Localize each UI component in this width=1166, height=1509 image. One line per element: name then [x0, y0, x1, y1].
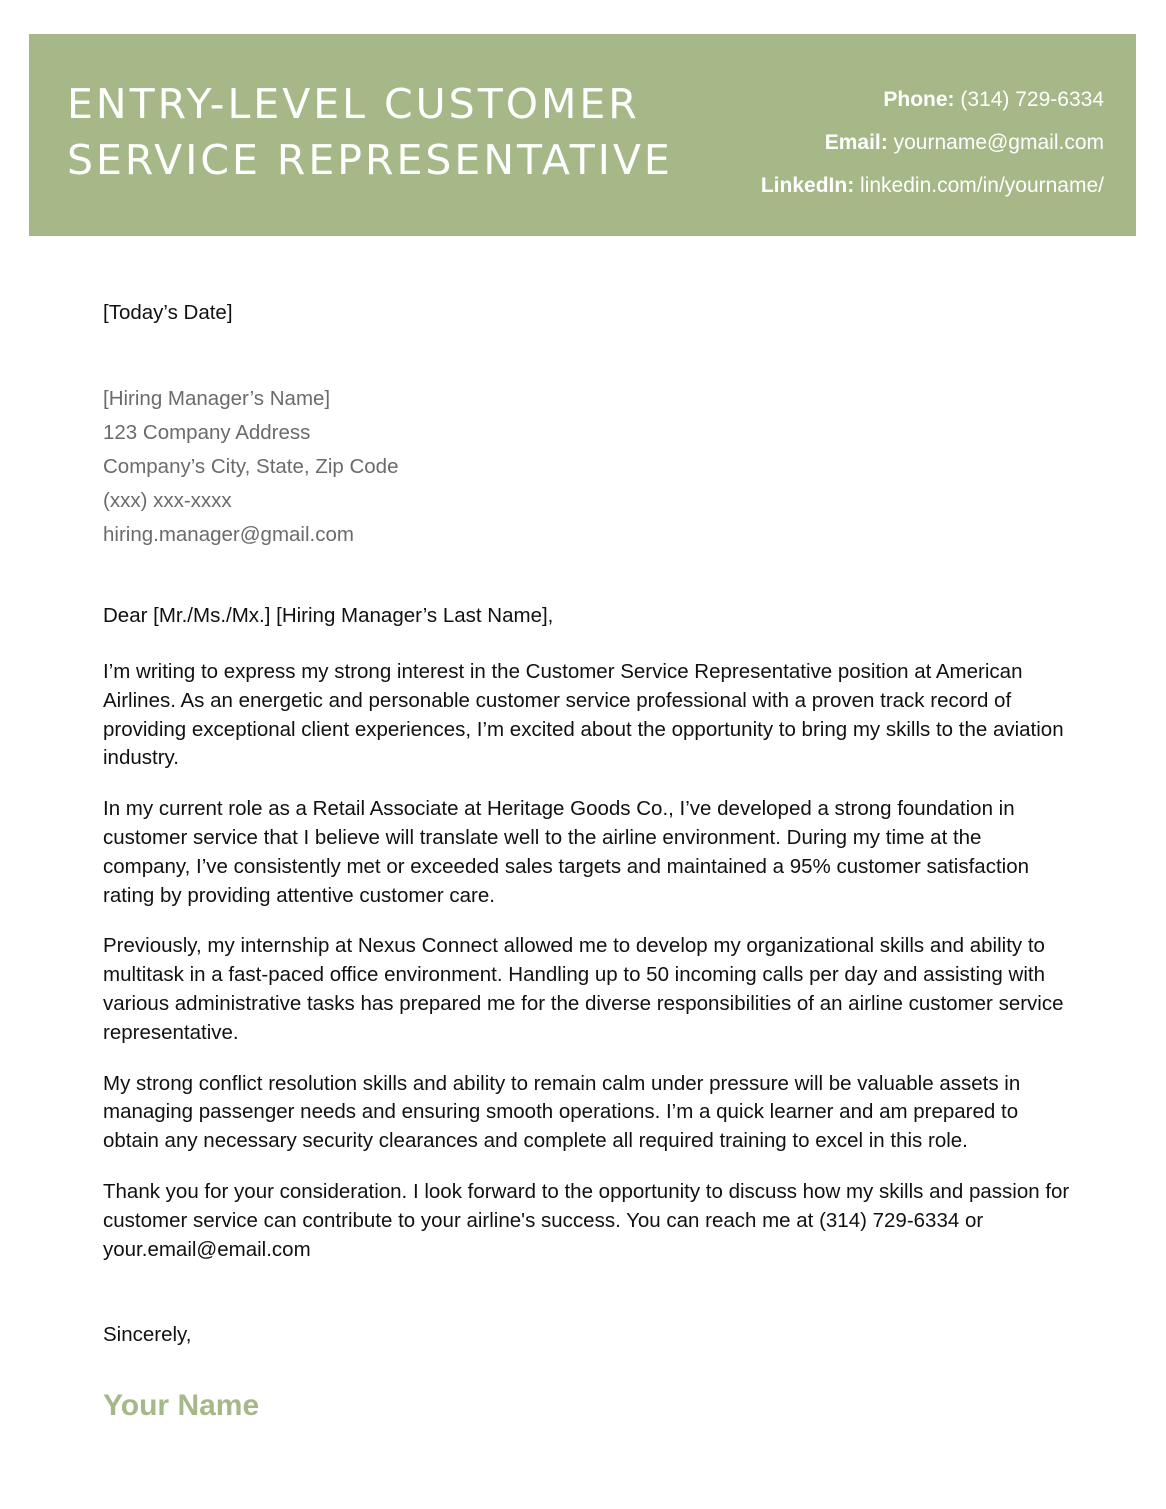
recipient-city: Company’s City, State, Zip Code	[103, 455, 399, 478]
paragraph: I’m writing to express my strong interest in the Customer Service Representative position at American Airlines. As an energetic and personable customer service professional with a proven track record of providing exceptional client experiences, I’m excited about the opportunity to bring my skills to the aviation industry.	[103, 660, 1064, 770]
phone-label: Phone:	[883, 88, 955, 111]
letter-body	[103, 658, 1073, 1286]
phone-value: (314) 729-6334	[960, 88, 1104, 111]
email-label: Email:	[824, 131, 888, 154]
recipient-block	[103, 382, 1073, 552]
paragraph: Previously, my internship at Nexus Connect allowed me to develop my organizational skills and ability to multitask in a fast-paced office environment. Handling up to 50 incoming calls per day and assisting with various administrative tasks has prepared me for the diverse responsibilities of an airline customer service representative.	[103, 934, 1064, 1044]
letter-date: [Today’s Date]	[103, 301, 233, 324]
recipient-name: [Hiring Manager’s Name]	[103, 387, 331, 410]
closing: Sincerely,	[103, 1323, 192, 1346]
document-title	[67, 76, 673, 188]
title-line-1: ENTRY-LEVEL CUSTOMER	[67, 80, 640, 128]
recipient-email: hiring.manager@gmail.com	[103, 523, 354, 546]
paragraph: In my current role as a Retail Associate at Heritage Goods Co., I’ve developed a strong foundation in customer service that I believe will translate well to the airline environment. During my time at the company, I’ve consistently met or exceeded sales targets and maintained a 95% customer satisfaction rating by providing attentive customer care.	[103, 797, 1030, 907]
linkedin-value: linkedin.com/in/yourname/	[860, 174, 1104, 197]
header-banner	[29, 34, 1136, 236]
contact-phone	[761, 78, 1104, 121]
email-value: yourname@gmail.com	[893, 131, 1104, 154]
recipient-phone: (xxx) xxx-xxxx	[103, 489, 232, 512]
paragraph: My strong conflict resolution skills and ability to remain calm under pressure will be valuable assets in managing passenger needs and ensuring smooth operations. I’m a quick learner and am prepared to obtain any necessary security clearances and complete all required training to excel in this role.	[103, 1071, 1021, 1153]
contact-email	[761, 121, 1104, 164]
signature-name: Your Name	[103, 1389, 260, 1422]
salutation: Dear [Mr./Ms./Mx.] [Hiring Manager’s Last Name],	[103, 604, 554, 627]
title-line-2: SERVICE REPRESENTATIVE	[67, 136, 673, 184]
recipient-address: 123 Company Address	[103, 421, 311, 444]
linkedin-label: LinkedIn:	[760, 174, 855, 197]
contact-linkedin	[761, 164, 1104, 207]
paragraph: Thank you for your consideration. I look forward to the opportunity to discuss how my skills and passion for customer service can contribute to your airline's success. You can reach me at (314) 729-6334 or your.email@email.com	[103, 1179, 1070, 1261]
contact-info	[761, 78, 1104, 207]
